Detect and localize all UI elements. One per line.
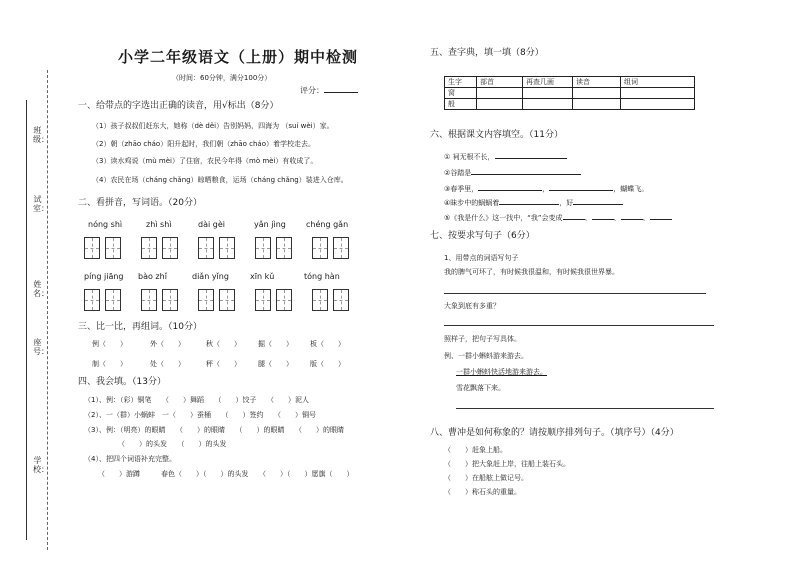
score-label: [300, 86, 358, 96]
pinyin: chéng gǎn: [306, 220, 349, 229]
score-text: 评分：: [300, 86, 324, 95]
pinyin: xīn kǔ: [250, 272, 275, 281]
compare-item: 例（ ）: [92, 340, 127, 348]
s1-heading: 一、给带点的字选出正确的读音，用√标出（8分）: [78, 101, 279, 111]
table-cell[interactable]: [621, 99, 695, 110]
s7-line: 例、一群小蝌蚪游来游去。: [444, 352, 528, 360]
s7-line: 我的脾气可坏了，有时候我很温和，有时候我很世界暴。: [444, 268, 619, 276]
compare-item: 掘（ ）: [258, 340, 293, 348]
blank[interactable]: [495, 158, 567, 159]
pinyin: bào zhǐ: [138, 272, 167, 281]
blank[interactable]: [549, 190, 613, 191]
s5-heading: 五、查字典，填一填（8分）: [430, 48, 544, 58]
table-header: 生字: [445, 77, 477, 88]
s6-line4: ④昧步中的蜗蜗着: [444, 199, 500, 207]
blank[interactable]: [621, 219, 643, 220]
compare-item: 处（ ）: [150, 360, 185, 368]
table-cell[interactable]: [477, 99, 523, 110]
order-item: （ ）把大象赶上岸，往船上装石头。: [444, 460, 570, 468]
s6-line3: ③春季里，: [444, 185, 479, 193]
table-cell[interactable]: [621, 88, 695, 99]
s7-line: 大象到底有多重？: [444, 302, 500, 310]
fill-blank: ③春季里， ， ，蝴蝶飞。: [444, 185, 649, 193]
s7-line: 一群小蝌蚪快活地游来游去。: [456, 368, 547, 376]
fill-blank: [444, 153, 567, 162]
table-cell: 般: [445, 99, 477, 110]
table-header: 读音: [573, 77, 621, 88]
binding-solid-line: [26, 100, 27, 540]
compare-item: 板（ ）: [310, 340, 345, 348]
table-cell[interactable]: [573, 88, 621, 99]
s6-line5: ⑤《我是什么》这一找中，“我”会变成: [444, 214, 563, 222]
fill-line: （2）、一（群）小蜗蚌 一（ ）蚕桶 （ ）签约 （ ）铜号: [84, 411, 316, 419]
s6-line4b: ，好: [559, 199, 574, 207]
writing-grid-row2[interactable]: [84, 289, 349, 311]
order-item: （ ）在船舷上做记号。: [444, 474, 528, 482]
blank[interactable]: [573, 204, 623, 205]
blank[interactable]: [592, 219, 614, 220]
page-title: 小学二年级语文（上册）期中检测: [118, 48, 359, 66]
pinyin: diǎn yǐng: [192, 272, 229, 281]
table-cell[interactable]: [573, 99, 621, 110]
compare-item: 版（ ）: [310, 360, 345, 368]
s1-line: （1）孩子叔叔们赶东大，她称（dè děi）告别妈妈，四海为 （suí wèi）家。: [92, 122, 334, 130]
side-exam-label: 试室：: [33, 195, 49, 213]
fill-blank: [444, 169, 581, 178]
order-item: （ ）赶象上船。: [444, 446, 507, 454]
s7-line: 雪花飘落下来。: [456, 384, 505, 392]
s6-heading: 六、根据课文内容填空。（11分）: [430, 130, 563, 140]
pinyin: nóng shì: [88, 220, 123, 229]
pinyin: yǎn jìng: [254, 220, 286, 229]
pinyin: píng jiāng: [84, 272, 124, 281]
s7-line: 1、用带点的词语写句子: [444, 254, 519, 262]
table-header: 再查几画: [523, 77, 573, 88]
answer-line[interactable]: [444, 293, 706, 294]
s3-heading: 三、比一比，再组词。（10分）: [78, 322, 202, 332]
s7-heading: 七、按要求写句子（6分）: [430, 231, 535, 241]
s7-line: 照样子，把句子写具体。: [444, 335, 521, 343]
answer-line[interactable]: [444, 325, 714, 326]
score-blank[interactable]: [324, 92, 358, 93]
table-header: 组词: [621, 77, 695, 88]
fill-line: （1）、例：（彩）铜笔 （ ）舞蹈 （ ）饺子 （ ）泥人: [84, 396, 309, 404]
fill-blank: [444, 199, 623, 208]
writing-grid-row1[interactable]: [84, 237, 349, 259]
table-cell[interactable]: [477, 88, 523, 99]
pinyin: dài gèi: [198, 220, 225, 229]
s6-line2: ②谷踏是: [444, 169, 472, 177]
pinyin: zhì shì: [146, 220, 172, 229]
side-school-label: 学校：: [33, 456, 49, 474]
blank[interactable]: [563, 219, 585, 220]
table-cell[interactable]: [523, 99, 573, 110]
s8-heading: 八、曹冲是如何称象的？请按顺序排列句子。（填序号）（4分）: [430, 428, 679, 438]
s1-line: （4）农民在场（cháng chǎng）晾晒粮食，运场（cháng chǎng）装进入仓库。: [92, 176, 348, 184]
blank[interactable]: [499, 204, 559, 205]
fill-line: （4）、把四个词语补充完整。: [84, 455, 176, 463]
s6-line3b: ，蝴蝶飞。: [613, 185, 649, 193]
s4-heading: 四、我会填。（13分）: [78, 377, 166, 387]
side-name-label: 姓名：: [33, 280, 49, 298]
s1-line: （3）读水鸡说（mù mèi）了住宿，农民今年得（mò mèi）有收成了。: [92, 157, 318, 165]
side-class-label: 班级：: [33, 126, 49, 144]
fill-line: （3）、例：（明亮）的眼睛 （ ）的眼睛 （ ）的眼睛 （ ）的眼睛: [84, 426, 344, 434]
dictionary-table: [444, 76, 695, 110]
compare-item: 外（ ）: [150, 340, 185, 348]
fill-line: （ ）游蹲 春色（ ）（ ）的头发 （ ）（ ）愿旗（ ）: [98, 470, 354, 478]
answer-line[interactable]: [456, 408, 714, 409]
exam-meta: （时间：60分钟，满分100分）: [172, 74, 272, 82]
table-cell: 窝: [445, 88, 477, 99]
blank[interactable]: [650, 219, 672, 220]
order-item: （ ）称石头的重量。: [444, 488, 521, 496]
side-seat-label: 座号：: [33, 338, 49, 356]
compare-item: 腿（ ）: [258, 360, 293, 368]
s1-line: （2）朝（zhāo cháo）阳升起时，我们朝（zhāo cháo）着学校走去。: [92, 140, 315, 148]
blank[interactable]: [478, 190, 542, 191]
fill-blank: ⑤《我是什么》这一找中，“我”会变成 、 、 、: [444, 214, 672, 223]
compare-item: 秋（ ）: [206, 340, 241, 348]
blank[interactable]: [471, 174, 581, 175]
fill-line: （ ）的头发 （ ）的头发: [118, 440, 227, 448]
pinyin: tóng hàn: [304, 272, 340, 281]
compare-item: 制（ ）: [92, 360, 127, 368]
table-header: 部首: [477, 77, 523, 88]
s2-heading: 二、看拼音，写词语。（20分）: [78, 198, 202, 208]
compare-item: 秤（ ）: [206, 360, 241, 368]
table-cell[interactable]: [523, 88, 573, 99]
s6-line1: ① 祠无根不长，: [444, 153, 495, 161]
